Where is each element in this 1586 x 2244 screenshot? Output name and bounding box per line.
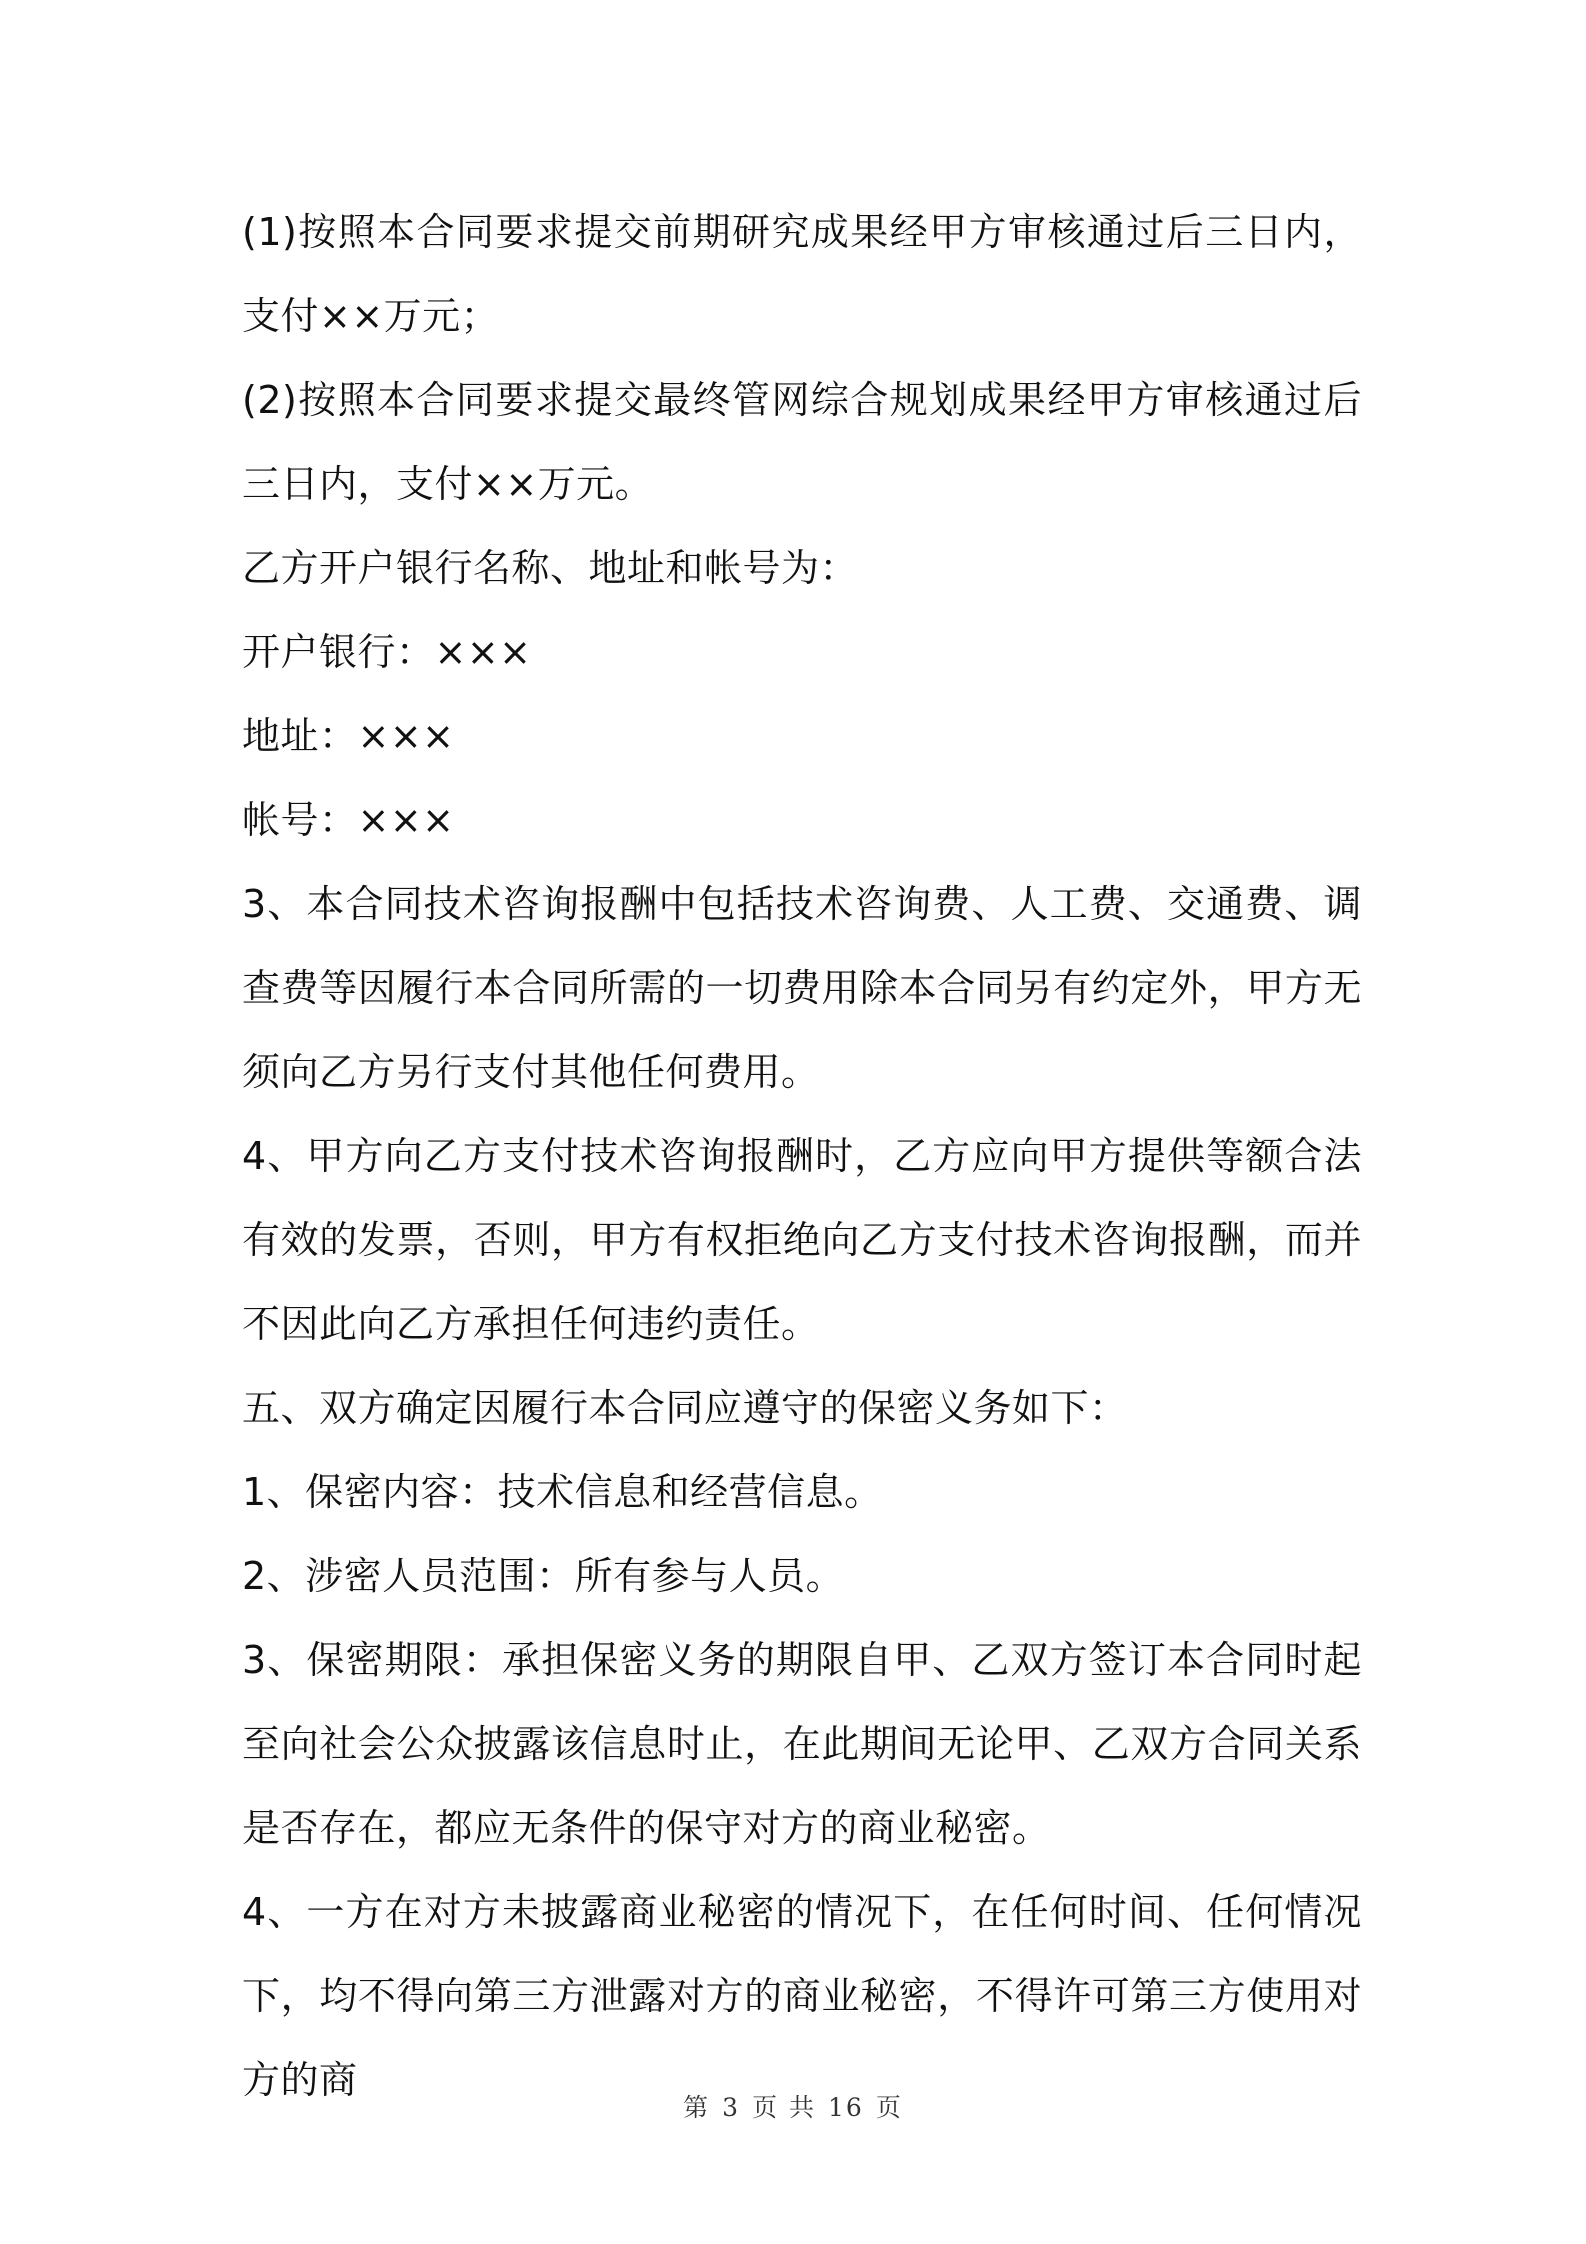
footer-suffix: 页 — [875, 2093, 903, 2122]
document-body — [242, 190, 1362, 2122]
paragraph-bank-account: 帐号：××× — [242, 798, 455, 842]
paragraph-bank-name: 开户银行：××× — [242, 630, 532, 674]
paragraph-bank-address: 地址：××× — [242, 714, 455, 758]
paragraph-clause-4: 4、甲方向乙方支付技术咨询报酬时，乙方应向甲方提供等额合法有效的发票，否则，甲方有权拒绝向乙方支付技术咨询报酬，而并不因此向乙方承担任何违约责任。 — [242, 1134, 1362, 1346]
paragraph-bank-intro: 乙方开户银行名称、地址和帐号为： — [242, 546, 859, 590]
paragraph-confidential-personnel: 2、涉密人员范围：所有参与人员。 — [242, 1554, 845, 1598]
paragraph-payment-1: (1)按照本合同要求提交前期研究成果经甲方审核通过后三日内，支付××万元； — [242, 210, 1362, 338]
footer-current-page: 3 — [722, 2093, 741, 2122]
paragraph-payment-2: (2)按照本合同要求提交最终管网综合规划成果经甲方审核通过后三日内，支付××万元。 — [242, 378, 1362, 506]
footer-total-pages: 16 — [828, 2093, 864, 2122]
paragraph-confidential-content: 1、保密内容：技术信息和经营信息。 — [242, 1470, 883, 1514]
paragraph-confidential-period: 3、保密期限：承担保密义务的期限自甲、乙双方签订本合同时起至向社会公众披露该信息时止，在此期间无论甲、乙双方合同关系是否存在，都应无条件的保守对方的商业秘密。 — [242, 1638, 1362, 1850]
paragraph-confidential-disclosure: 4、一方在对方未披露商业秘密的情况下，在任何时间、任何情况下，均不得向第三方泄露对方的商业秘密，不得许可第三方使用对方的商 — [242, 1890, 1362, 2102]
section-heading-confidentiality: 五、双方确定因履行本合同应遵守的保密义务如下： — [242, 1386, 1128, 1430]
page-footer — [0, 2088, 1586, 2124]
footer-prefix: 第 — [683, 2093, 711, 2122]
paragraph-clause-3: 3、本合同技术咨询报酬中包括技术咨询费、人工费、交通费、调查费等因履行本合同所需的一切费用除本合同另有约定外，甲方无须向乙方另行支付其他任何费用。 — [242, 882, 1362, 1094]
footer-middle: 页 共 — [752, 2093, 817, 2122]
